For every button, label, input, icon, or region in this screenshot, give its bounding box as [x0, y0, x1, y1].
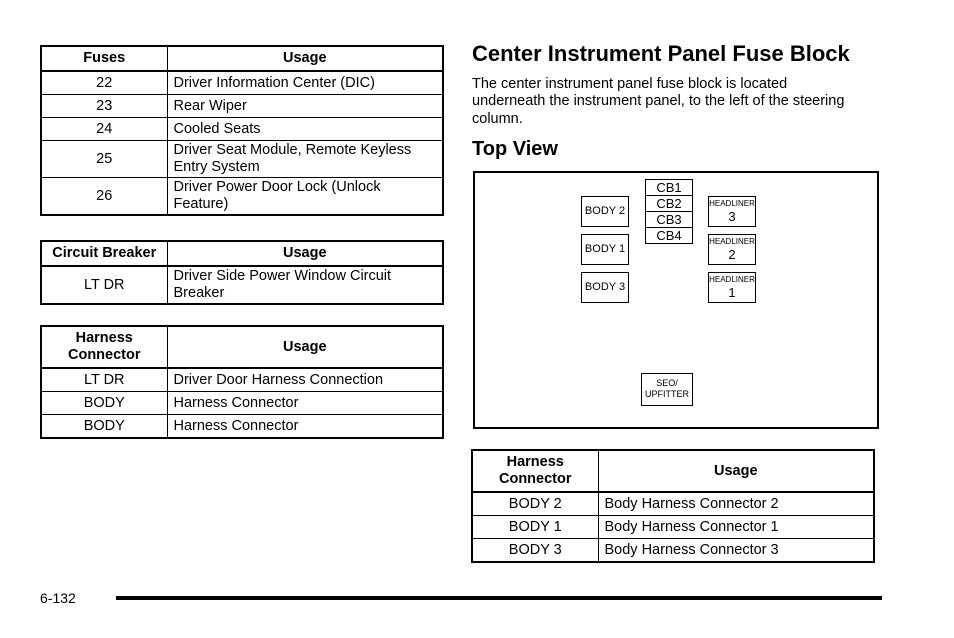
usage-header: Usage: [598, 450, 874, 492]
connector-usage: Harness Connector: [167, 415, 443, 439]
connector-usage: Body Harness Connector 3: [598, 539, 874, 563]
usage-header: Usage: [167, 326, 443, 368]
cb4-label: CB4: [656, 228, 682, 243]
connector-usage: Driver Door Harness Connection: [167, 368, 443, 392]
fuse-usage: Rear Wiper: [167, 95, 443, 118]
body-2-box: BODY 2: [581, 196, 629, 227]
headliner-label: HEADLINER: [709, 199, 755, 208]
connector-usage: Harness Connector: [167, 392, 443, 415]
section-title: Center Instrument Panel Fuse Block: [472, 41, 850, 66]
headliner-number: 2: [728, 247, 736, 262]
connector-id: BODY 2: [472, 492, 598, 516]
fuse-block-diagram: [473, 171, 879, 429]
table-row: [41, 71, 443, 95]
seo-label: SEO/: [656, 378, 678, 388]
breaker-usage: Driver Side Power Window Circuit Breaker: [167, 266, 443, 304]
fuse-number: 23: [41, 95, 167, 118]
table-row: [41, 368, 443, 392]
table-row: [41, 178, 443, 216]
table-row: [472, 492, 874, 516]
circuit-breaker-header: Circuit Breaker: [41, 241, 167, 266]
section-intro: The center instrument panel fuse block is located underneath the instrument panel, to the left of the steering column.: [472, 76, 845, 127]
connector-id: BODY: [41, 392, 167, 415]
body-1-box: BODY 1: [581, 234, 629, 265]
top-view-heading: Top View: [472, 138, 558, 160]
headliner-number: 1: [728, 285, 736, 300]
upfitter-label: UPFITTER: [645, 389, 689, 399]
harness-connector-header: Harness Connector: [472, 450, 598, 492]
headliner-number: 3: [728, 209, 736, 224]
table-row: [41, 266, 443, 304]
circuit-breaker-table: [40, 240, 444, 305]
fuses-table: [40, 45, 444, 216]
fuse-number: 26: [41, 178, 167, 216]
connector-id: BODY 1: [472, 516, 598, 539]
table-row: [41, 141, 443, 178]
table-row: [41, 392, 443, 415]
fuse-number: 24: [41, 118, 167, 141]
table-row: [472, 539, 874, 563]
cb2-label: CB2: [646, 196, 692, 212]
connector-id: BODY 3: [472, 539, 598, 563]
headliner-2-box: [708, 234, 756, 265]
breaker-id: LT DR: [41, 266, 167, 304]
fuse-usage: Cooled Seats: [167, 118, 443, 141]
harness-connector-table-right: [471, 449, 875, 563]
page-number: 6-132: [40, 590, 76, 606]
body-3-box: BODY 3: [581, 272, 629, 303]
cb3-label: CB3: [646, 212, 692, 228]
fuse-number: 22: [41, 71, 167, 95]
harness-connector-header: Harness Connector: [41, 326, 167, 368]
usage-header: Usage: [167, 241, 443, 266]
connector-usage: Body Harness Connector 1: [598, 516, 874, 539]
fuse-usage: Driver Power Door Lock (Unlock Feature): [167, 178, 443, 216]
seo-upfitter-box: [641, 373, 693, 406]
connector-id: LT DR: [41, 368, 167, 392]
table-row: [472, 516, 874, 539]
headliner-label: HEADLINER: [709, 237, 755, 246]
connector-usage: Body Harness Connector 2: [598, 492, 874, 516]
circuit-breaker-stack: [645, 179, 693, 244]
headliner-1-box: [708, 272, 756, 303]
headliner-3-box: [708, 196, 756, 227]
usage-header: Usage: [167, 46, 443, 71]
footer-rule: [116, 596, 882, 600]
fuse-usage: Driver Information Center (DIC): [167, 71, 443, 95]
fuses-header: Fuses: [41, 46, 167, 71]
table-row: [41, 95, 443, 118]
headliner-label: HEADLINER: [709, 275, 755, 284]
connector-id: BODY: [41, 415, 167, 439]
harness-connector-table-left: [40, 325, 444, 439]
table-row: [41, 118, 443, 141]
cb1-label: CB1: [646, 180, 692, 196]
table-row: [41, 415, 443, 439]
fuse-number: 25: [41, 141, 167, 178]
fuse-usage: Driver Seat Module, Remote Keyless Entry System: [167, 141, 443, 178]
